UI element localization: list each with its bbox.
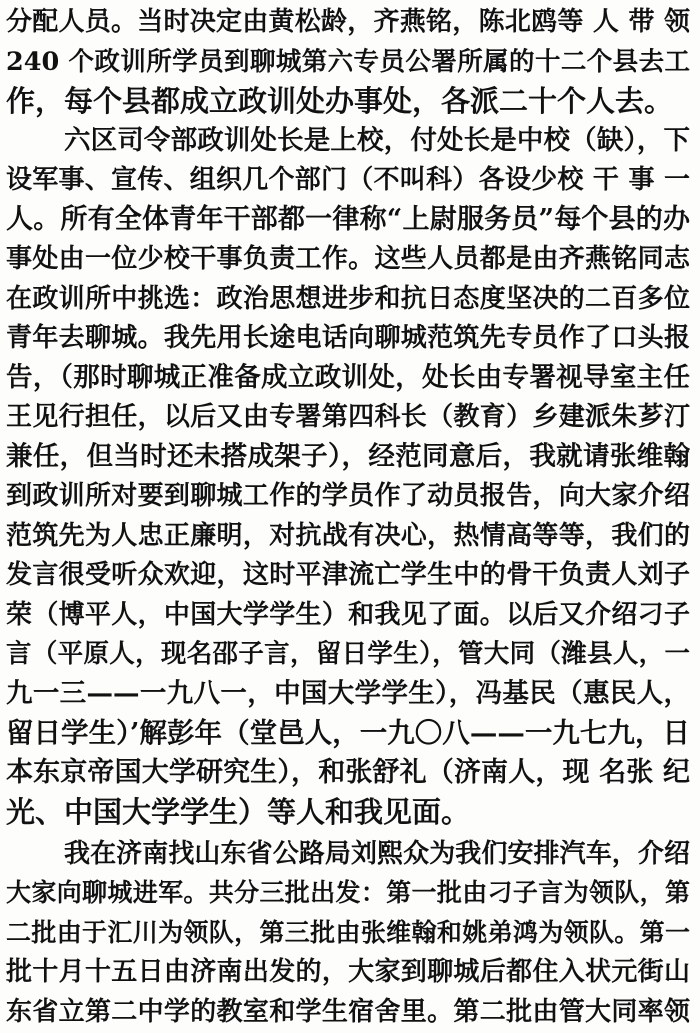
text-line-12: 兼任，但当时还未搭成架子），经范同意后，我就请张维翰 [6, 441, 690, 472]
text-line-7: 事处由一位少校干事负责工作。这些人员都是由齐燕铭同志 [6, 244, 690, 274]
text-line-17: 言（平原人，现名邵子言，留日学生），管大同（潍县人，一 [6, 639, 690, 669]
text-line-6: 人。所有全体青年干部都一律称“上尉服务员”每个县的办 [6, 204, 690, 235]
text-line-8: 在政训所中挑选：政治思想进步和抗日态度坚决的二百多位 [6, 284, 690, 314]
text-line-2: 240 个政训所学员到聊城第六专员公署所属的十二个县去工 [6, 47, 690, 77]
text-line-16: 荣（博平人，中国大学学生）和我见了面。以后又介绍刁子 [6, 600, 690, 630]
text-line-23: 大家向聊城进军。共分三批出发：第一批由刁子言为领队，第 [6, 878, 690, 907]
text-line-18: 九一三——一九八一，中国大学学生），冯基民（惠民人， [6, 678, 690, 709]
text-line-26: 东省立第二中学的教室和学生宿舍里。第二批由管大同率领 [6, 997, 690, 1027]
text-line-22: 我在济南找山东省公路局刘熙众为我们安排汽车，介绍 [64, 839, 690, 869]
text-line-3: 作，每个县都成立政训处办事处，各派二十个人去。 [6, 84, 674, 118]
text-line-21: 光、中国大学学生）等人和我见面。 [6, 795, 471, 829]
text-line-1: 分配人员。当时决定由黄松龄，齐燕铭，陈北鸥等 人 带 领 [6, 7, 690, 37]
text-line-19: 留日学生）’解彭年（堂邑人，一九〇八——一九七九，日 [6, 717, 690, 749]
text-line-20: 本东京帝国大学研究生），和张舒礼（济南人，现 名张 纪 [6, 757, 690, 788]
text-line-15: 发言很受听众欢迎，这时平津流亡学生中的骨干负责人刘子 [6, 560, 690, 590]
text-line-11: 王见行担任，以后又由专署第四科长（教育）乡建派朱芗汀 [6, 402, 690, 432]
text-line-10: 告，（那时聊城正准备成立政训处，处长由专署视导室主任 [6, 362, 690, 393]
text-line-24: 二批由于汇川为领队，第三批由张维翰和姚弟鸿为领队。第一 [6, 918, 690, 947]
text-line-9: 青年去聊城。我先用长途电话向聊城范筑先专员作了口头报 [6, 323, 690, 353]
text-line-14: 范筑先为人忠正廉明，对抗战有决心，热情高等等，我们的 [6, 521, 690, 551]
text-line-13: 到政训所对要到聊城工作的学员作了动员报告，向大家介绍 [6, 481, 690, 511]
text-line-4: 六区司令部政训处长是上校，付处长是中校（缺），下 [64, 125, 690, 156]
text-line-5: 设军事、宣传、组织几个部门（不叫科）各设少校 干 事 一 [6, 165, 690, 195]
text-line-25: 批十月十五日由济南出发的，大家到聊城后都住入状元街山 [6, 957, 690, 987]
